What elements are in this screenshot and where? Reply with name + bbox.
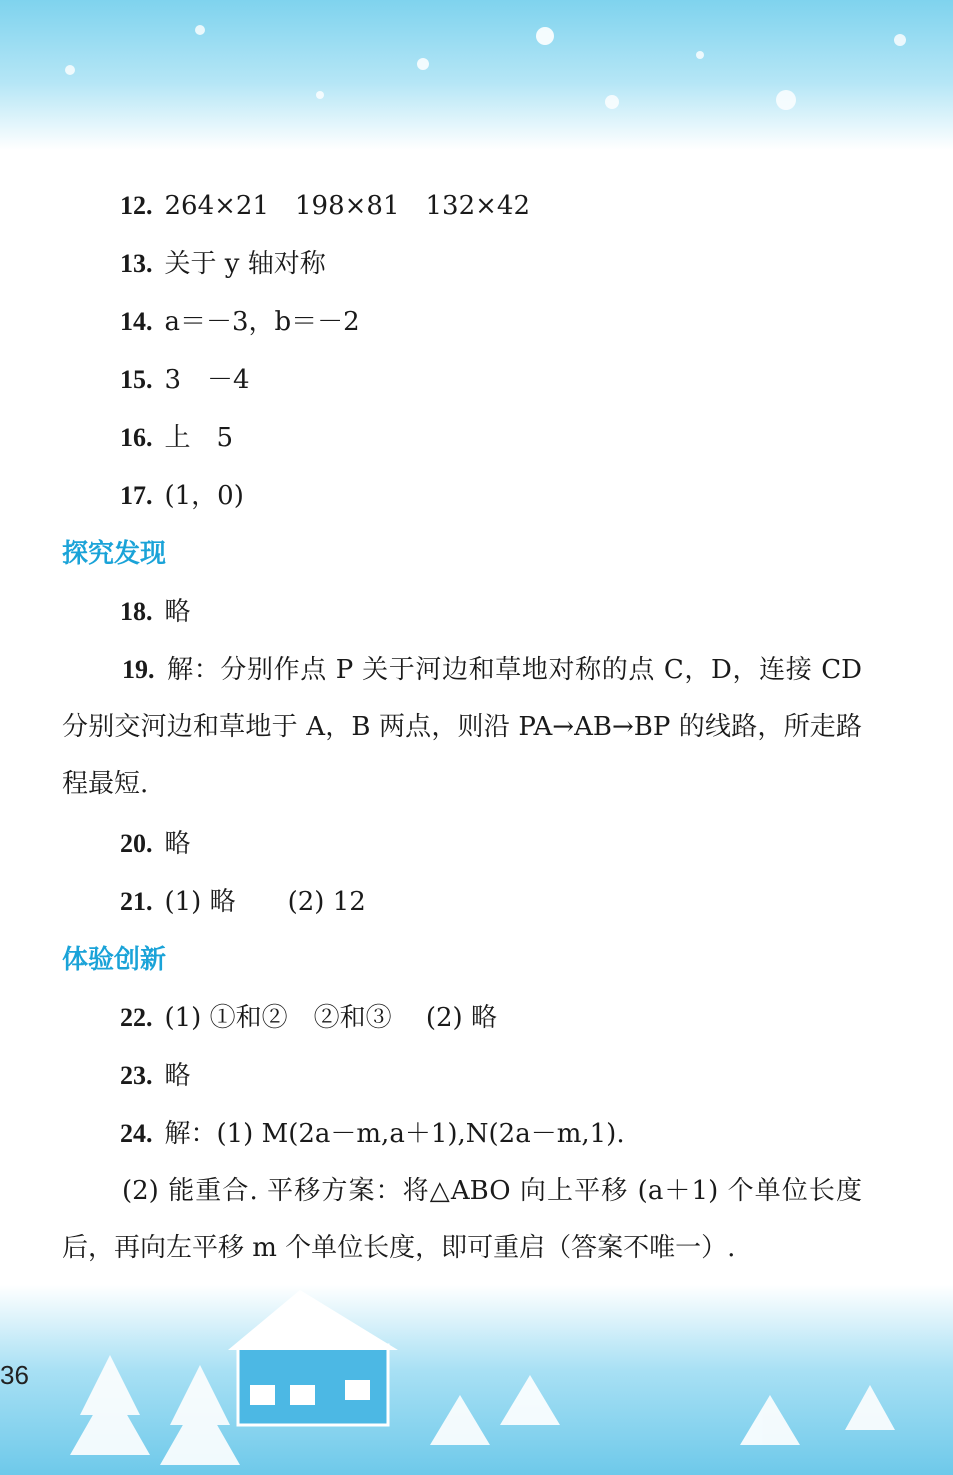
section-title-explore: 探究发现 bbox=[62, 539, 167, 569]
answer-18: 18. 略 bbox=[120, 597, 191, 627]
snowflakes-decoration bbox=[0, 0, 953, 150]
answer-24-part2: (2) 能重合. 平移方案：将△ABO 向上平移 (a＋1) 个单位长度后，再向左平移 m 个单位长度，即可重启（答案不唯一）. bbox=[62, 1176, 862, 1263]
answer-23: 23. 略 bbox=[120, 1061, 191, 1091]
answer-12: 12. 264×21 198×81 132×42 bbox=[120, 191, 530, 221]
answer-15: 15. 3 －4 bbox=[120, 365, 250, 395]
answer-14: 14. a＝－3，b＝－2 bbox=[120, 307, 360, 337]
house-icon bbox=[228, 1290, 398, 1425]
section-title-innovate: 体验创新 bbox=[62, 945, 167, 975]
answer-16: 16. 上 5 bbox=[120, 423, 234, 453]
page-number: 36 bbox=[0, 1360, 29, 1390]
top-decorative-banner bbox=[0, 0, 953, 150]
bottom-decorative-banner bbox=[0, 1285, 953, 1475]
snowy-house-decoration bbox=[0, 1285, 953, 1475]
answer-22: 22. (1) ①和② ②和③ (2) 略 bbox=[120, 1003, 497, 1033]
answer-20: 20. 略 bbox=[120, 829, 191, 859]
answer-24: 24. 解：(1) M(2a－m,a＋1),N(2a－m,1). bbox=[120, 1119, 625, 1149]
answer-17: 17. (1，0) bbox=[120, 481, 244, 511]
answer-19: 19. 解：分别作点 P 关于河边和草地对称的点 C，D，连接 CD 分别交河边和草地于 A，B 两点，则沿 PA→AB→BP 的线路，所走路程最短. bbox=[62, 655, 862, 799]
answer-21: 21. (1) 略 (2) 12 bbox=[120, 887, 366, 917]
answer-13: 13. 关于 y 轴对称 bbox=[120, 249, 326, 279]
